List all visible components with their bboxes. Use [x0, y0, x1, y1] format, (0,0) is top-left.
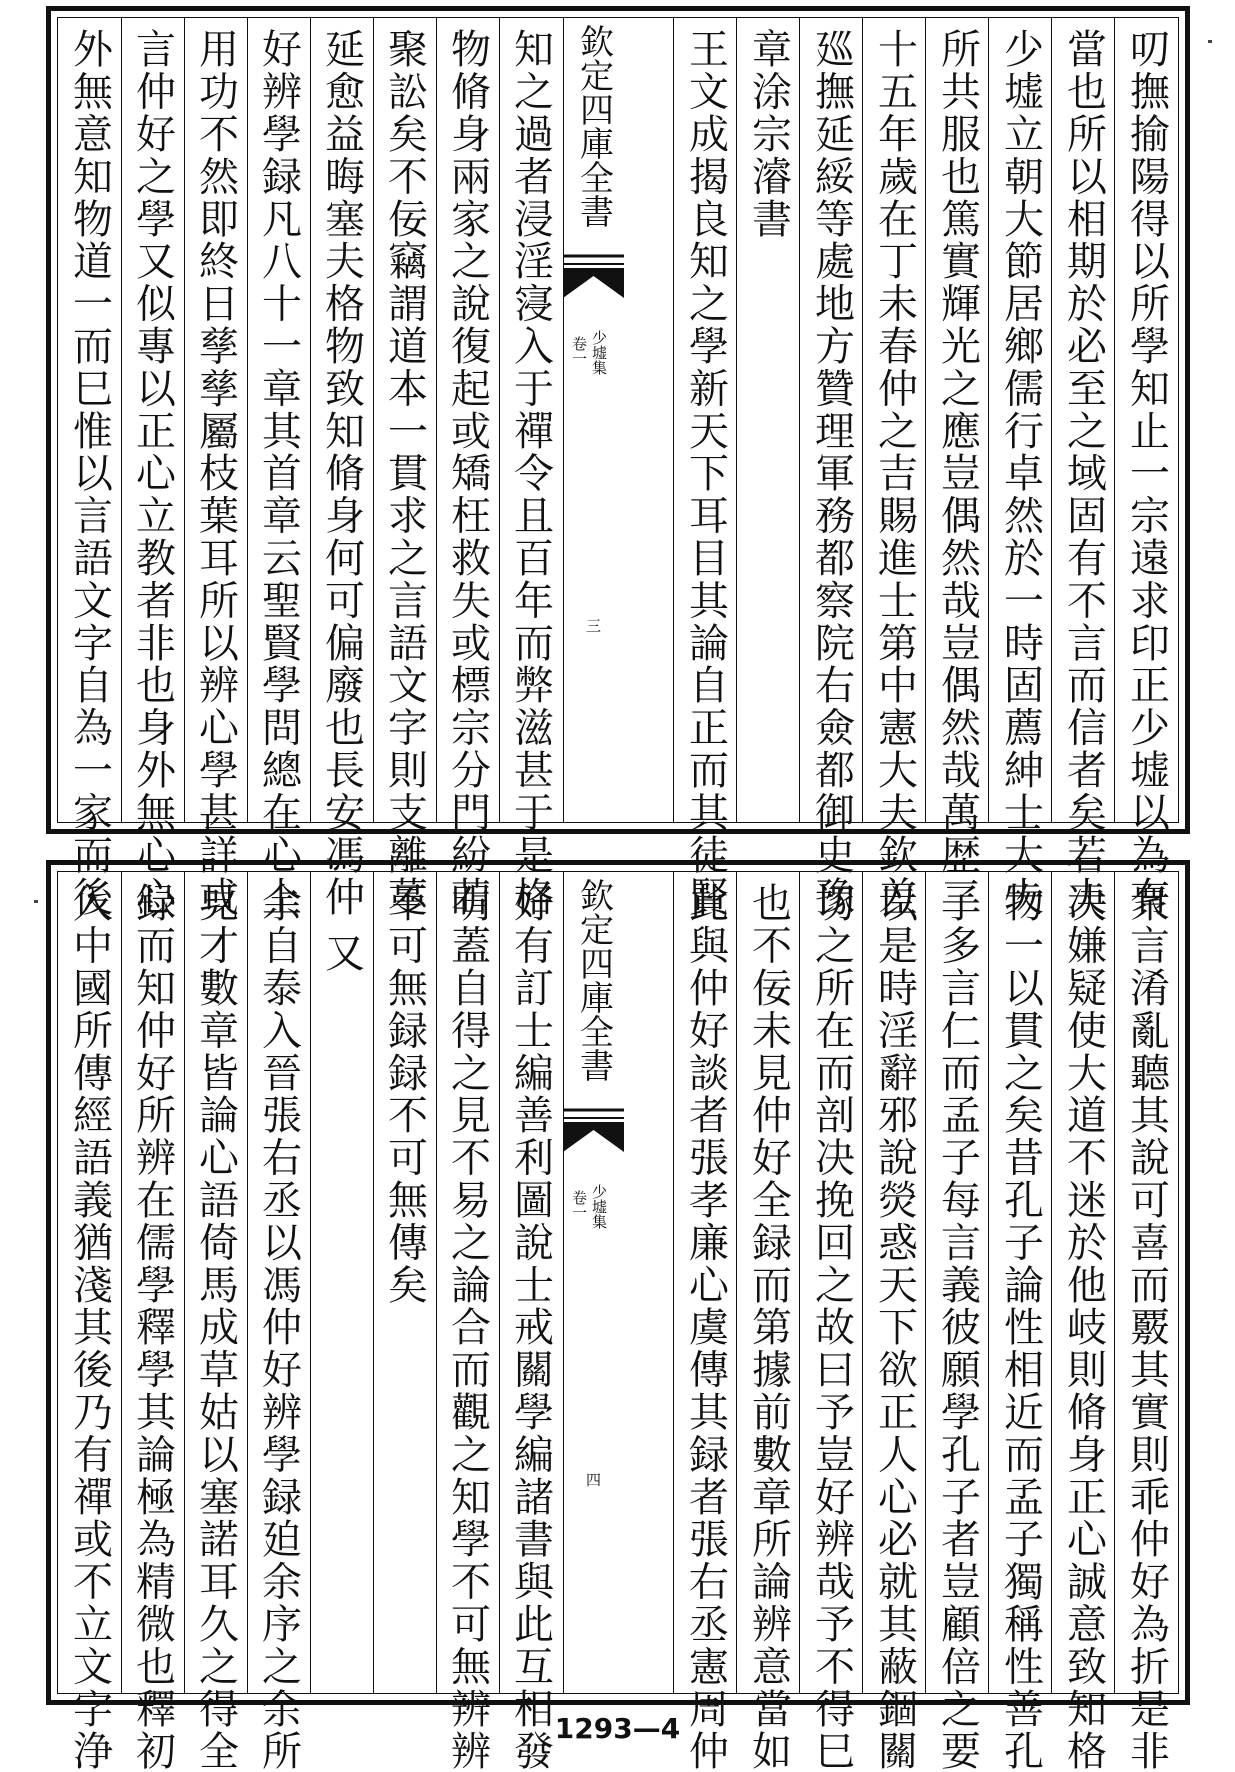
column-rule: [310, 18, 311, 822]
column-text: 入中國所傳經語義猶淺其後乃有禪或不立文字浄: [66, 882, 113, 1772]
column-rule: [373, 18, 374, 822]
top-page-inner-frame: [57, 17, 1179, 919]
text-column: [373, 872, 436, 1693]
text-column: [989, 872, 1052, 1772]
text-column: [247, 872, 310, 1772]
banxin-center-strip: [563, 18, 624, 822]
banxin-leaf-number: 三: [584, 618, 602, 633]
column-text: 廵撫延綏等處地方贊理軍務都察院右僉都御史豫: [808, 28, 855, 919]
column-rule: [436, 872, 437, 1693]
column-text: 用功不然即終日孳孳屬枝葉耳所以辨心學甚詳或: [192, 28, 239, 919]
column-text: 延愈益晦塞夫格物致知脩身何可偏廢也長安馮仲: [318, 28, 365, 919]
column-text: 此與仲好談者張孝廉心虞傳其録者張右丞憲周仲: [682, 882, 729, 1772]
column-rule: [184, 872, 185, 1693]
top-page-frame: [46, 6, 1190, 919]
column-text: 録而知仲好所辨在儒學釋學其論極為精微也釋初: [129, 882, 176, 1772]
text-column: [863, 18, 926, 919]
column-text: 聚訟矣不佞竊謂道本一貫求之言語文字則支離蔓: [381, 28, 428, 919]
section-heading: 又: [318, 932, 365, 975]
column-rule: [499, 872, 500, 1693]
text-column: [436, 18, 499, 919]
column-text: 少墟立朝大節居鄉儒行卓然於一時固薦紳士大夫: [997, 28, 1044, 919]
column-text: 十五年歲在丁未春仲之吉賜進士第中憲大夫欽差: [871, 28, 918, 919]
column-text: 當也所以相期於必至之域固有不言而信者矣若夫: [1060, 28, 1107, 919]
column-text: 外無意知物道一而巳惟以言語文字自為一家而後: [66, 28, 113, 919]
text-column: [499, 18, 562, 919]
column-text: 所共服也篤實輝光之應豈偶然哉豈偶然哉萬歴三: [934, 28, 981, 919]
text-column: [121, 872, 184, 1772]
page-number: 1293—4: [554, 1712, 681, 1745]
column-text: 决嫌疑使大道不迷於他岐則脩身正心誠意致知格: [1060, 882, 1107, 1772]
text-column: [926, 18, 989, 919]
banxin-juan: 卷一: [570, 336, 588, 366]
column-rule: [436, 18, 437, 822]
text-column: [800, 18, 863, 919]
banxin-book-title: 少墟集: [590, 1184, 608, 1229]
column-rule: [373, 872, 374, 1693]
column-text: 不可無録録不可無傳矣: [381, 882, 428, 1306]
column-text: 也不佞未見仲好全録而第據前數章所論辨意當如: [745, 882, 792, 1772]
column-rule: [121, 872, 122, 1693]
text-column: [926, 872, 989, 1772]
text-column: [989, 18, 1052, 919]
text-column: [121, 18, 184, 919]
column-rule: [247, 872, 248, 1693]
text-column: [310, 18, 373, 919]
column-text: 物脩身兩家之說復起或矯枉救失或標宗分門紛若: [444, 28, 491, 919]
column-text: 見才數章皆論心語倚馬成草姑以塞諾耳久之得全: [192, 882, 239, 1772]
text-column: [58, 18, 121, 919]
column-rule: [499, 18, 500, 822]
column-text: 章涂宗濬書: [745, 28, 792, 240]
column-text: 明蓋自得之見不易之論合而觀之知學不可無辨辨: [444, 882, 491, 1772]
column-text: 衆言淆亂聽其說可喜而覈其實則乖仲好為折是非: [1123, 882, 1170, 1772]
column-text: 好辨學録凡八十一章其首章云聖賢學問總在心上: [255, 28, 302, 919]
text-column: [436, 872, 499, 1772]
banxin-center-strip: [563, 872, 624, 1693]
text-column: [1115, 872, 1178, 1772]
text-column: [373, 18, 436, 919]
column-rule: [563, 872, 564, 1693]
column-rule: [673, 872, 674, 1693]
column-text: 以是時淫辭邪說熒惑天下欲正人心必就其蔽錮關: [871, 882, 918, 1772]
text-column: [737, 18, 800, 822]
banxin-juan: 卷一: [570, 1190, 588, 1220]
column-text: 切之所在而剖决挽回之故曰予豈好辨哉予不得巳: [808, 882, 855, 1772]
column-text: 叨撫揄陽得以所學知止一宗遠求印正少墟以為有: [1123, 28, 1170, 919]
column-text: 子多言仁而孟子每言義彼願學孔子者豈顧倍之要: [934, 882, 981, 1772]
column-rule: [563, 18, 564, 822]
column-text: 物一以貫之矣昔孔子論性相近而孟子獨稱性善孔: [997, 882, 1044, 1772]
fish-tail-ornament: [563, 1108, 624, 1164]
column-rule: [121, 18, 122, 822]
text-column: [1115, 18, 1178, 919]
fish-tail-ornament: [563, 254, 624, 310]
column-text: 言仲好之學又似專以正心立教者非也身外無心心: [129, 28, 176, 919]
text-column: [674, 18, 737, 919]
text-column: [58, 872, 121, 1772]
text-column: [499, 872, 562, 1772]
column-rule: [247, 18, 248, 822]
column-rule: [310, 872, 311, 1693]
column-text: 王文成揭良知之學新天下耳目其論自正而其徒賢: [682, 28, 729, 919]
column-text: 好有訂士編善利圖說士戒關學編諸書與此互相發: [507, 882, 554, 1772]
text-column: [800, 872, 863, 1772]
ink-speck: [1208, 40, 1212, 43]
section-heading-column: [310, 872, 373, 1693]
banxin-title: 欽定四庫全書: [573, 24, 614, 228]
text-column: [674, 872, 737, 1772]
banxin-leaf-number: 四: [584, 1472, 602, 1487]
text-column: [737, 872, 800, 1772]
column-text: 知之過者浸淫寖入于禪令且百年而弊滋甚于是格: [507, 28, 554, 919]
column-rule: [184, 18, 185, 822]
text-column: [1052, 18, 1115, 919]
text-column: [184, 18, 247, 919]
text-column: [247, 18, 310, 919]
ink-speck: [34, 900, 38, 903]
banxin-title: 欽定四庫全書: [573, 878, 614, 1082]
text-column: [863, 872, 926, 1772]
banxin-book-title: 少墟集: [590, 330, 608, 375]
column-rule: [673, 18, 674, 822]
column-text: 余自泰入晉張右丞以馮仲好辨學録廹余序之余所: [255, 882, 302, 1772]
text-column: [1052, 872, 1115, 1772]
text-column: [184, 872, 247, 1772]
